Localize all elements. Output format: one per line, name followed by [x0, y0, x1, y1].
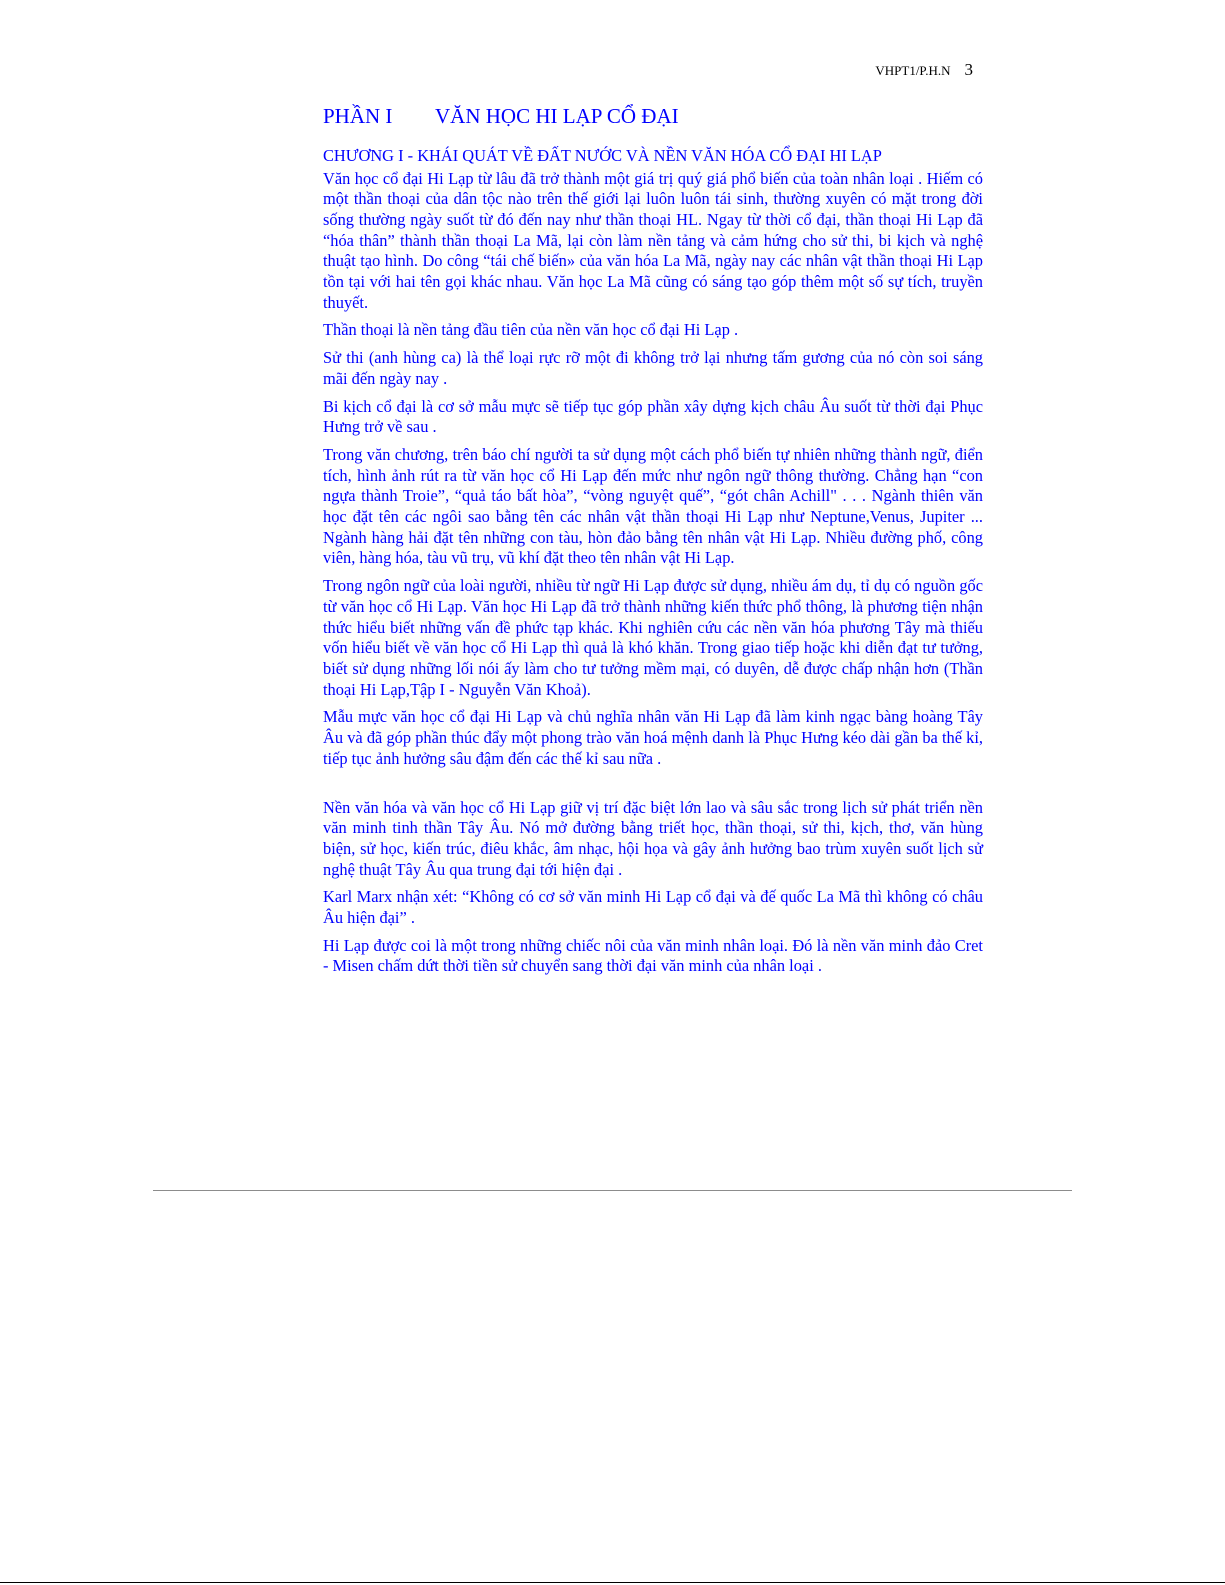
header-code: VHPT1/P.H.N: [875, 63, 951, 78]
chapter-title: CHƯƠNG I - KHÁI QUÁT VỀ ĐẤT NƯỚC VÀ NỀN VĂN HÓA CỔ ĐẠI HI LẠP: [323, 146, 882, 166]
page-bottom-border: [0, 1582, 1225, 1583]
paragraph: Sử thi (anh hùng ca) là thể loại rực rỡ một đi không trở lại nhưng tấm gương của nó còn soi sáng mãi đến ngày nay .: [323, 348, 983, 388]
page-header: [875, 60, 973, 80]
page-content: [323, 104, 983, 984]
paragraph: Thần thoại là nền tảng đầu tiên của nền văn học cổ đại Hi Lạp .: [323, 320, 739, 340]
footer-divider: [153, 1190, 1072, 1191]
part-label: PHẦN I: [323, 104, 393, 128]
paragraph: Bi kịch cổ đại là cơ sở mẫu mực sẽ tiếp tục góp phần xây dựng kịch châu Âu suốt từ thời đại Phục Hưng trở về sau .: [323, 396, 983, 437]
paragraph: Hi Lạp được coi là một trong những chiếc nôi của văn minh nhân loại. Đó là nền văn minh đảo Cret - Misen chấm dứt thời tiền sử chuyển sang thời đại văn minh của nhân loại .: [323, 935, 983, 976]
paragraph: Mẫu mực văn học cổ đại Hi Lạp và chủ nghĩa nhân văn Hi Lạp đã làm kinh ngạc bàng hoàng Tây Âu và đã góp phần thúc đẩy một phong trào văn hoá mệnh danh là Phục Hưng kéo dài gần ba thế kỉ, tiếp tục ảnh hưởng sâu đậm đến các thế kỉ sau nữa .: [323, 707, 983, 768]
paragraph: Karl Marx nhận xét: “Không có cơ sở văn minh Hi Lạp cổ đại và đế quốc La Mã thì không có châu Âu hiện đại” .: [323, 887, 983, 928]
paragraph: Trong văn chương, trên báo chí người ta sử dụng một cách phổ biến tự nhiên những thành ngữ, điển tích, hình ảnh rút ra từ văn học cổ Hi Lạp đến mức như ngôn ngữ thông thường. Chẳng hạn “con ngựa thành Troie”, “quả táo bất hòa”, “vòng nguyệt quế”, “gót chân Achill" . . . Ngành thiên văn học đặt tên các ngôi sao bằng tên các nhân vật thần thoại Hi Lạp như Neptune,Venus, Jupiter ... Ngành hàng hải đặt tên những con tàu, hòn đảo bằng tên nhân vật Hi Lạp. Nhiều đường phố, công viên, hàng hóa, tàu vũ trụ, vũ khí đặt theo tên nhân vật Hi Lạp.: [323, 444, 983, 568]
paragraph: Văn học cổ đại Hi Lạp từ lâu đã trở thành một giá trị quý giá phổ biến của toàn nhân loại . Hiếm có một thần thoại của dân tộc nào trên thế giới lại luôn luôn tái sinh, thường xuyên có mặt trong đời sống thường ngày suốt từ đó đến nay như thần thoại HL. Ngay từ thời cổ đại, thần thoại Hi Lạp đã “hóa thân” thành thần thoại La Mã, lại còn làm nền tảng và cảm hứng cho sử thi, bi kịch và nghệ thuật tạo hình. Do công “tái chế biến» của văn hóa La Mã, ngày nay các nhân vật thần thoại Hi Lạp tồn tại với hai tên gọi khác nhau. Văn học La Mã cũng có sáng tạo góp thêm một số sự tích, truyền thuyết.: [323, 168, 983, 312]
page-number: 3: [964, 60, 973, 79]
part-heading: VĂN HỌC HI LẠP CỔ ĐẠI: [435, 104, 679, 128]
paragraph: Nền văn hóa và văn học cổ Hi Lạp giữ vị trí đặc biệt lớn lao và sâu sắc trong lịch sử phát triển nền văn minh tinh thần Tây Âu. Nó mở đường bằng triết học, thần thoại, sử thi, kịch, thơ, văn hùng biện, sử học, kiến trúc, điêu khắc, âm nhạc, hội họa và gây ảnh hưởng bao trùm xuyên suốt lịch sử nghệ thuật Tây Âu qua trung đại tới hiện đại .: [323, 797, 983, 879]
part-title: [323, 104, 983, 129]
paragraph: Trong ngôn ngữ của loài người, nhiều từ ngữ Hi Lạp được sử dụng, nhiều ám dụ, tỉ dụ có nguồn gốc từ văn học cổ Hi Lạp. Văn học Hi Lạp đã trở thành những kiến thức phổ thông, là phương tiện nhận thức hiểu biết những vấn đề phức tạp khác. Khi nghiên cứu các nền văn hóa phương Tây mà thiếu vốn hiểu biết về văn học cổ Hi Lạp thì quả là khó khăn. Trong giao tiếp hoặc khi diễn đạt tư tưởng, biết sử dụng những lối nói ấy làm cho tư tưởng mềm mại, có duyên, dễ được chấp nhận hơn (Thần thoại Hi Lạp,Tập I - Nguyễn Văn Khoả).: [323, 576, 983, 699]
